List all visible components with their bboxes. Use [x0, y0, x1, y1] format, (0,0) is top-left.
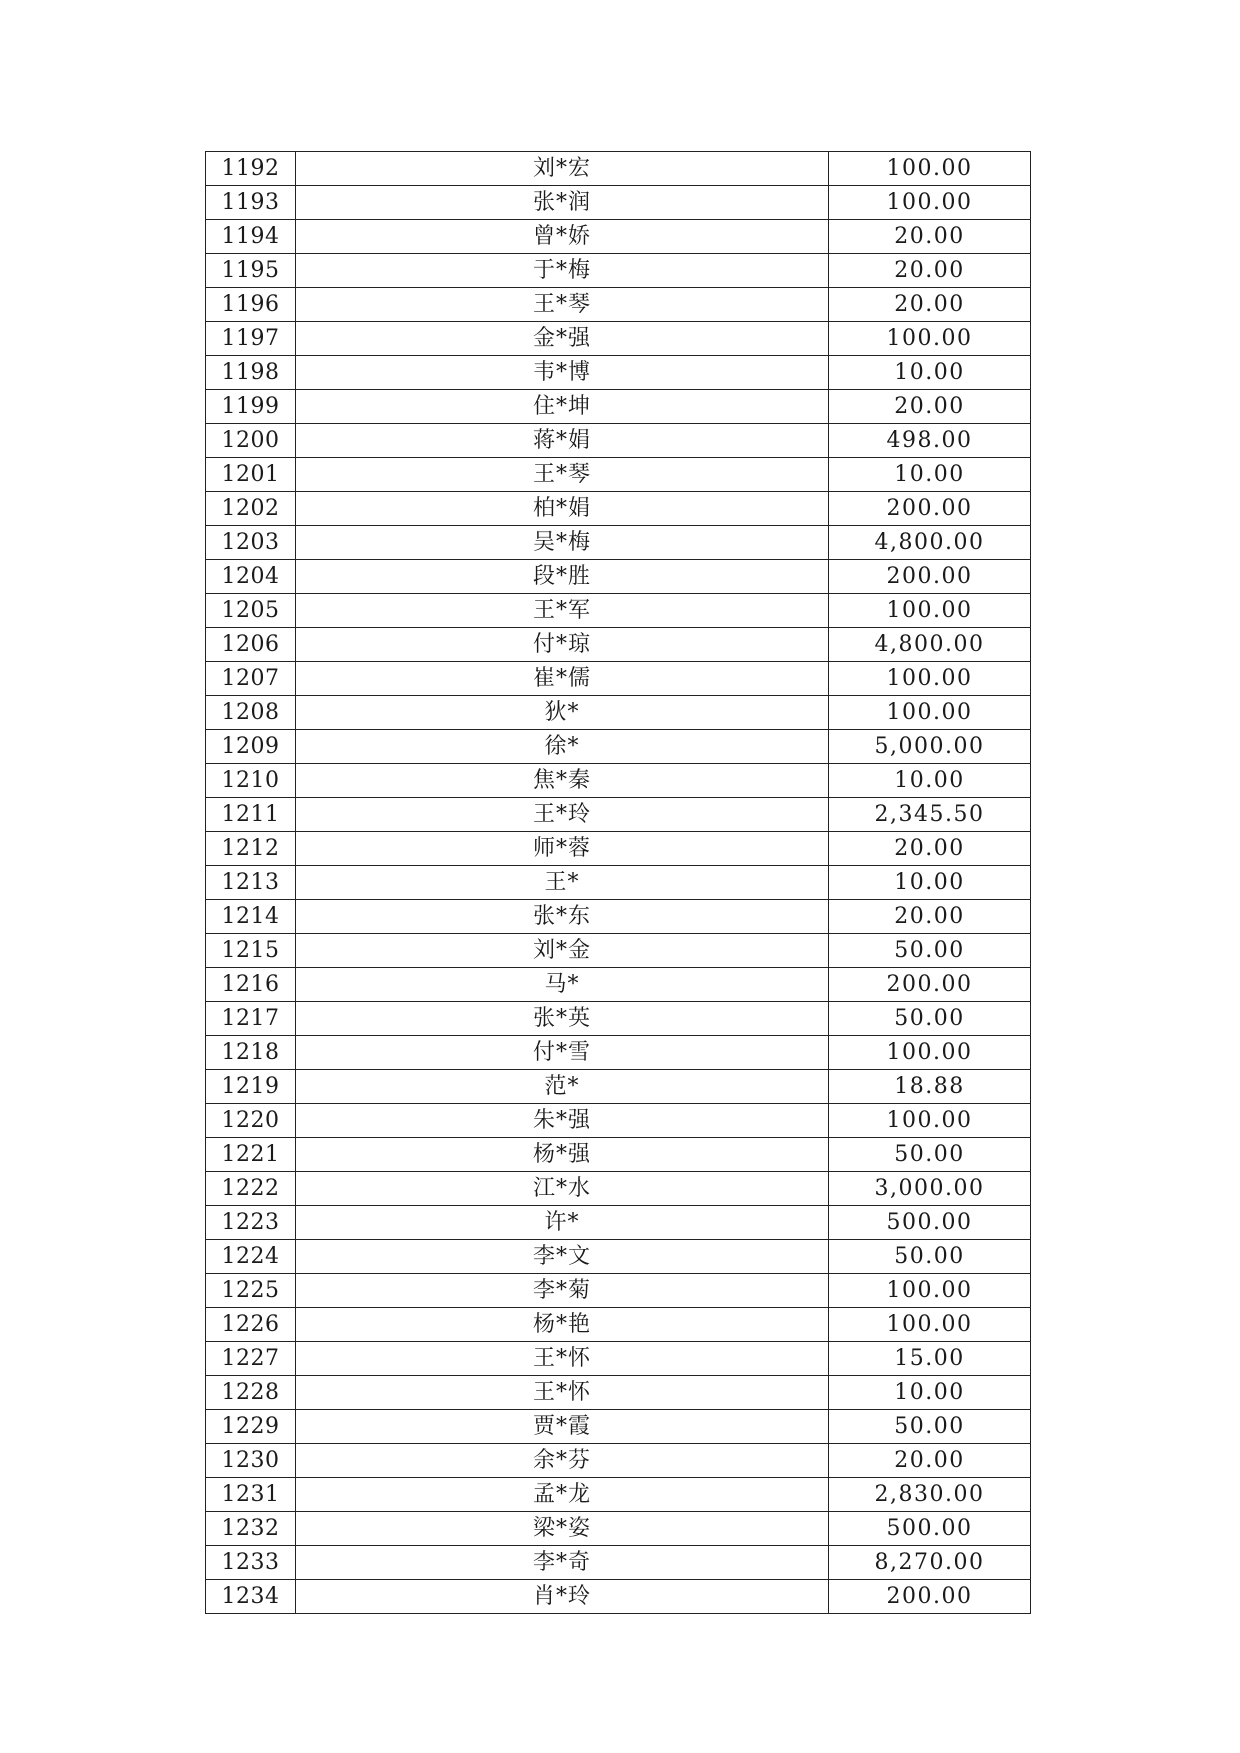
donation-amount: 20.00 [829, 832, 1031, 866]
table-row [206, 1274, 1031, 1308]
donor-name: 张*润 [296, 186, 829, 220]
table-row [206, 560, 1031, 594]
donation-amount: 100.00 [829, 152, 1031, 186]
donor-name: 师*蓉 [296, 832, 829, 866]
table-row [206, 1002, 1031, 1036]
row-number: 1223 [206, 1206, 296, 1240]
row-number: 1220 [206, 1104, 296, 1138]
table-row [206, 288, 1031, 322]
donation-amount: 50.00 [829, 934, 1031, 968]
donation-amount: 50.00 [829, 1138, 1031, 1172]
table-row [206, 662, 1031, 696]
row-number: 1231 [206, 1478, 296, 1512]
row-number: 1205 [206, 594, 296, 628]
table-row [206, 832, 1031, 866]
donation-amount: 8,270.00 [829, 1546, 1031, 1580]
donation-amount: 20.00 [829, 1444, 1031, 1478]
donor-name: 刘*金 [296, 934, 829, 968]
donor-name: 焦*秦 [296, 764, 829, 798]
donor-name: 王*军 [296, 594, 829, 628]
row-number: 1227 [206, 1342, 296, 1376]
donation-amount: 50.00 [829, 1240, 1031, 1274]
donor-name: 刘*宏 [296, 152, 829, 186]
table-row [206, 186, 1031, 220]
donor-name: 梁*姿 [296, 1512, 829, 1546]
row-number: 1200 [206, 424, 296, 458]
table-row [206, 934, 1031, 968]
row-number: 1233 [206, 1546, 296, 1580]
table-row [206, 1240, 1031, 1274]
row-number: 1199 [206, 390, 296, 424]
donor-name: 王* [296, 866, 829, 900]
donation-amount: 20.00 [829, 390, 1031, 424]
table-row [206, 1070, 1031, 1104]
row-number: 1204 [206, 560, 296, 594]
donation-amount: 200.00 [829, 492, 1031, 526]
donor-name: 付*雪 [296, 1036, 829, 1070]
donation-amount: 500.00 [829, 1512, 1031, 1546]
row-number: 1206 [206, 628, 296, 662]
table-row [206, 356, 1031, 390]
table-row [206, 1138, 1031, 1172]
donor-name: 王*怀 [296, 1376, 829, 1410]
row-number: 1212 [206, 832, 296, 866]
donor-name: 李*文 [296, 1240, 829, 1274]
row-number: 1228 [206, 1376, 296, 1410]
table-row [206, 730, 1031, 764]
donor-name: 徐* [296, 730, 829, 764]
table-row [206, 798, 1031, 832]
donation-amount: 10.00 [829, 458, 1031, 492]
row-number: 1211 [206, 798, 296, 832]
table-row [206, 900, 1031, 934]
donor-name: 曾*娇 [296, 220, 829, 254]
table-row [206, 1172, 1031, 1206]
row-number: 1226 [206, 1308, 296, 1342]
donor-name: 王*琴 [296, 458, 829, 492]
row-number: 1192 [206, 152, 296, 186]
row-number: 1221 [206, 1138, 296, 1172]
table-row [206, 1410, 1031, 1444]
donation-amount: 20.00 [829, 220, 1031, 254]
row-number: 1216 [206, 968, 296, 1002]
donor-name: 狄* [296, 696, 829, 730]
table-row [206, 1376, 1031, 1410]
row-number: 1225 [206, 1274, 296, 1308]
row-number: 1230 [206, 1444, 296, 1478]
donation-amount: 15.00 [829, 1342, 1031, 1376]
donation-amount: 100.00 [829, 1274, 1031, 1308]
table-row [206, 1308, 1031, 1342]
donation-amount: 20.00 [829, 900, 1031, 934]
row-number: 1222 [206, 1172, 296, 1206]
table-row [206, 1206, 1031, 1240]
table-row [206, 594, 1031, 628]
table-row [206, 696, 1031, 730]
donor-name: 余*芬 [296, 1444, 829, 1478]
donation-amount: 10.00 [829, 1376, 1031, 1410]
table-row [206, 1342, 1031, 1376]
table-row [206, 1512, 1031, 1546]
donor-name: 张*东 [296, 900, 829, 934]
row-number: 1207 [206, 662, 296, 696]
donor-name: 住*坤 [296, 390, 829, 424]
donation-amount: 200.00 [829, 560, 1031, 594]
donation-amount: 100.00 [829, 662, 1031, 696]
donor-name: 韦*博 [296, 356, 829, 390]
donation-amount: 5,000.00 [829, 730, 1031, 764]
donor-name: 杨*艳 [296, 1308, 829, 1342]
table-row [206, 390, 1031, 424]
row-number: 1219 [206, 1070, 296, 1104]
donor-name: 王*怀 [296, 1342, 829, 1376]
table-row [206, 322, 1031, 356]
donation-amount: 2,345.50 [829, 798, 1031, 832]
row-number: 1202 [206, 492, 296, 526]
row-number: 1218 [206, 1036, 296, 1070]
table-row [206, 764, 1031, 798]
table-row [206, 254, 1031, 288]
donation-amount: 200.00 [829, 968, 1031, 1002]
table-row [206, 220, 1031, 254]
table-row [206, 152, 1031, 186]
donation-amount: 10.00 [829, 764, 1031, 798]
donor-name: 吴*梅 [296, 526, 829, 560]
donation-amount: 100.00 [829, 1036, 1031, 1070]
row-number: 1208 [206, 696, 296, 730]
donor-name: 付*琼 [296, 628, 829, 662]
donation-amount: 20.00 [829, 254, 1031, 288]
donation-amount: 100.00 [829, 696, 1031, 730]
table-row [206, 968, 1031, 1002]
row-number: 1215 [206, 934, 296, 968]
row-number: 1197 [206, 322, 296, 356]
donation-amount: 100.00 [829, 186, 1031, 220]
table-row [206, 1104, 1031, 1138]
donor-name: 江*水 [296, 1172, 829, 1206]
table-row [206, 458, 1031, 492]
donation-amount: 10.00 [829, 866, 1031, 900]
donor-name: 金*强 [296, 322, 829, 356]
table-row [206, 424, 1031, 458]
donation-table [205, 151, 1031, 1614]
donation-amount: 4,800.00 [829, 526, 1031, 560]
donation-amount: 100.00 [829, 322, 1031, 356]
row-number: 1195 [206, 254, 296, 288]
row-number: 1209 [206, 730, 296, 764]
row-number: 1194 [206, 220, 296, 254]
donor-name: 朱*强 [296, 1104, 829, 1138]
donor-name: 孟*龙 [296, 1478, 829, 1512]
donation-amount: 4,800.00 [829, 628, 1031, 662]
donation-amount: 2,830.00 [829, 1478, 1031, 1512]
donor-name: 马* [296, 968, 829, 1002]
table-row [206, 1444, 1031, 1478]
row-number: 1203 [206, 526, 296, 560]
donation-amount: 200.00 [829, 1580, 1031, 1614]
donation-amount: 100.00 [829, 1104, 1031, 1138]
donor-name: 蒋*娟 [296, 424, 829, 458]
table-body [206, 152, 1031, 1614]
row-number: 1201 [206, 458, 296, 492]
donor-name: 崔*儒 [296, 662, 829, 696]
donation-amount: 500.00 [829, 1206, 1031, 1240]
table-row [206, 1546, 1031, 1580]
donor-name: 肖*玲 [296, 1580, 829, 1614]
row-number: 1210 [206, 764, 296, 798]
donation-amount: 20.00 [829, 288, 1031, 322]
donation-amount: 100.00 [829, 594, 1031, 628]
donation-amount: 3,000.00 [829, 1172, 1031, 1206]
donor-name: 段*胜 [296, 560, 829, 594]
donor-name: 王*琴 [296, 288, 829, 322]
donor-name: 李*奇 [296, 1546, 829, 1580]
row-number: 1232 [206, 1512, 296, 1546]
donor-name: 于*梅 [296, 254, 829, 288]
row-number: 1217 [206, 1002, 296, 1036]
donation-amount: 18.88 [829, 1070, 1031, 1104]
donation-amount: 10.00 [829, 356, 1031, 390]
row-number: 1214 [206, 900, 296, 934]
table-row [206, 526, 1031, 560]
donation-amount: 50.00 [829, 1410, 1031, 1444]
row-number: 1193 [206, 186, 296, 220]
donor-name: 范* [296, 1070, 829, 1104]
table-row [206, 1580, 1031, 1614]
row-number: 1224 [206, 1240, 296, 1274]
table-row [206, 866, 1031, 900]
table-row [206, 628, 1031, 662]
row-number: 1213 [206, 866, 296, 900]
donor-name: 李*菊 [296, 1274, 829, 1308]
donor-name: 杨*强 [296, 1138, 829, 1172]
donor-name: 柏*娟 [296, 492, 829, 526]
donation-amount: 100.00 [829, 1308, 1031, 1342]
row-number: 1196 [206, 288, 296, 322]
donor-name: 贾*霞 [296, 1410, 829, 1444]
table-row [206, 1036, 1031, 1070]
donor-name: 张*英 [296, 1002, 829, 1036]
row-number: 1229 [206, 1410, 296, 1444]
row-number: 1198 [206, 356, 296, 390]
donation-amount: 50.00 [829, 1002, 1031, 1036]
donor-name: 许* [296, 1206, 829, 1240]
table-row [206, 492, 1031, 526]
table-row [206, 1478, 1031, 1512]
row-number: 1234 [206, 1580, 296, 1614]
donation-amount: 498.00 [829, 424, 1031, 458]
donor-name: 王*玲 [296, 798, 829, 832]
